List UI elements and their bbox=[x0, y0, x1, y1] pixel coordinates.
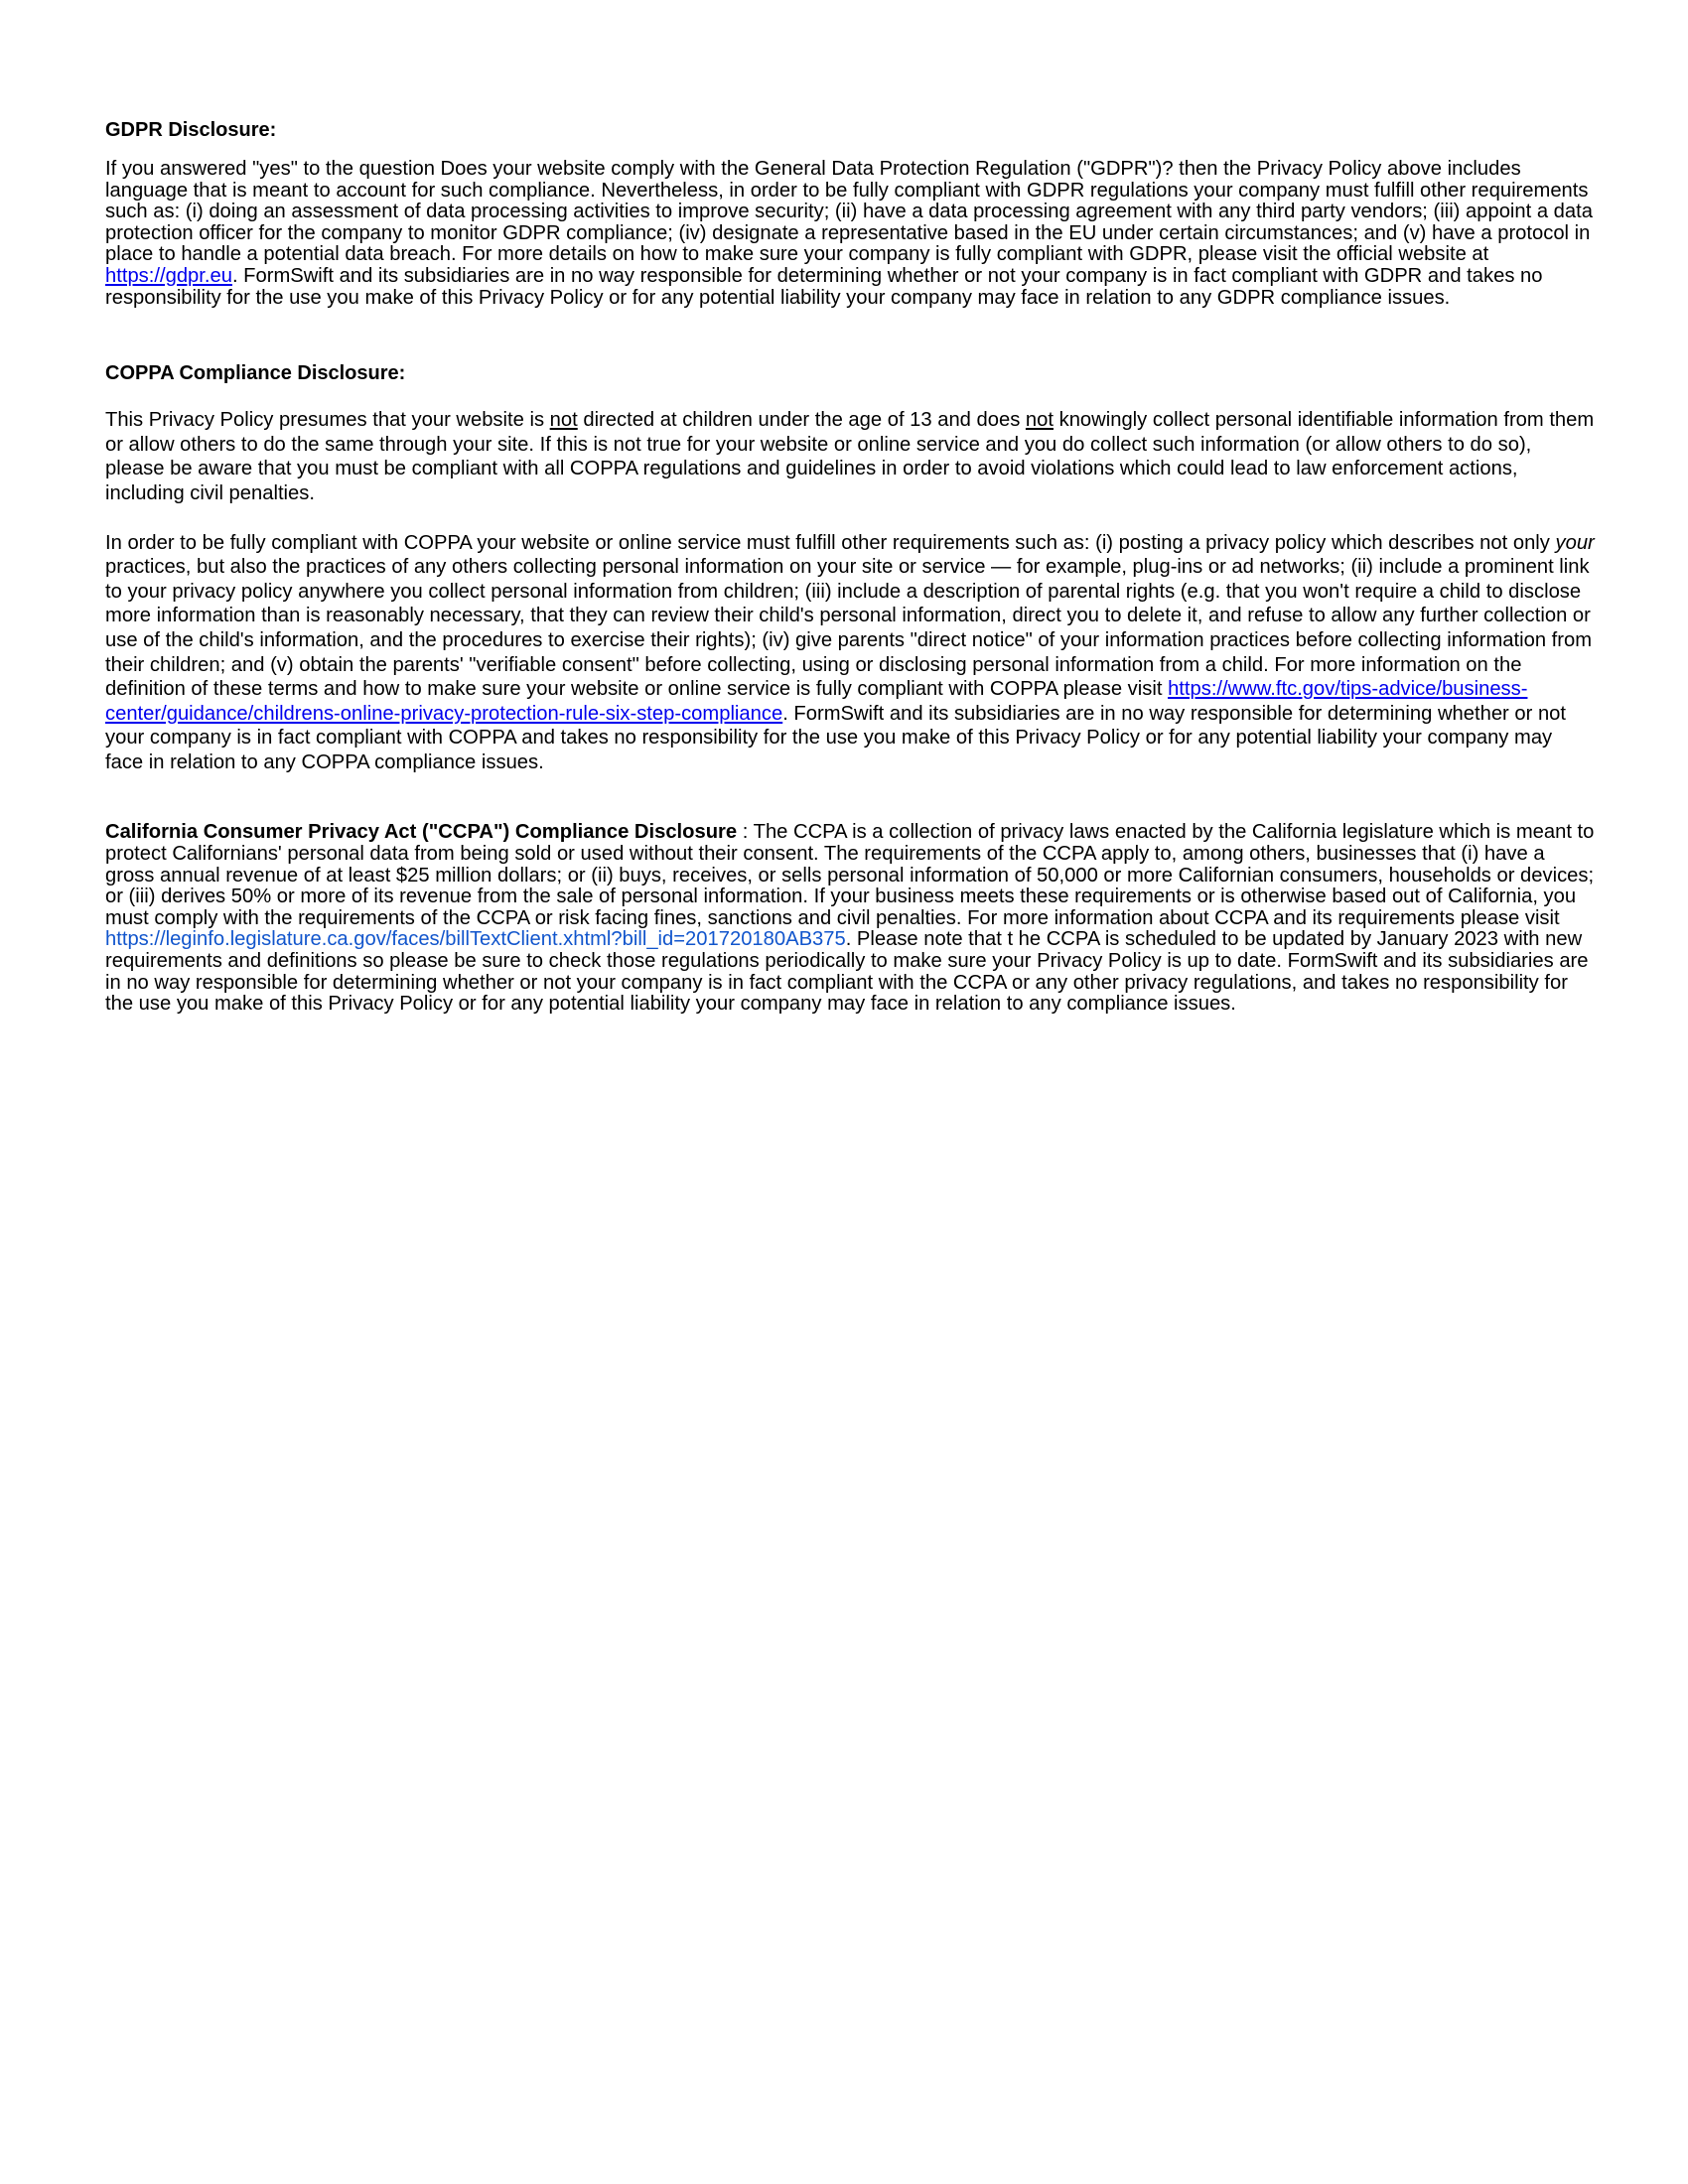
coppa-p1-text-b: directed at children under the age of 13 and does bbox=[577, 409, 1026, 432]
coppa-p2-text-c: . FormSwift and its subsidiaries are in no way responsible for determining whether or not your company is in fact compliant with COPPA and takes no responsibility for the use you make of this Privacy Policy or for any potential liability your company may face in relation to any COPPA compliance issues. bbox=[105, 702, 1567, 773]
coppa-p1-not-2: not bbox=[1025, 409, 1054, 432]
ccpa-heading: California Consumer Privacy Act ("CCPA") Compliance Disclosure bbox=[105, 821, 738, 844]
gdpr-text-1: If you answered "yes" to the question Does your website comply with the General Data Protection Regulation ("GDPR")? then the Privacy Policy above includes language that is meant to account for such compliance. Nevertheless, in order to be fully compliant with GDPR regulations your company must fulfill other requirements such as: (i) doing an assessment of data processing activities to improve security; (ii) have a data processing agreement with any third party vendors; (iii) appoint a data protection officer for the company to monitor GDPR compliance; (iv) designate a representative based in the EU under certain circumstances; and (v) have a protocol in place to handle a potential data breach. For more details on how to make sure your company is fully compliant with GDPR, please visit the official website at bbox=[105, 158, 1593, 266]
coppa-p1-text-a: This Privacy Policy presumes that your website is bbox=[105, 409, 550, 432]
coppa-paragraph-2 bbox=[105, 531, 1595, 775]
coppa-p2-your: your bbox=[1555, 531, 1595, 554]
coppa-p1-not-1: not bbox=[549, 409, 578, 432]
coppa-paragraph-1 bbox=[105, 408, 1595, 505]
ccpa-paragraph bbox=[105, 822, 1595, 1015]
gdpr-link[interactable]: https://gdpr.eu bbox=[105, 264, 232, 287]
coppa-p2-text-a: In order to be fully compliant with COPPA your website or online service must fulfill other requirements such as: (i) posting a privacy policy which describes not only bbox=[105, 531, 1556, 554]
coppa-heading: COPPA Compliance Disclosure: bbox=[105, 362, 406, 385]
gdpr-heading: GDPR Disclosure: bbox=[105, 119, 277, 141]
document-page bbox=[105, 119, 1595, 1016]
ccpa-text-2: . Please note that t he CCPA is scheduled to be updated by January 2023 with new requirements and definitions so please be sure to check those regulations periodically to make sure your Privacy Policy is up to date. FormSwift and its subsidiaries are in no way responsible for determining whether or not your company is in fact compliant with the CCPA or any other privacy regulations, and takes no responsibility for the use you make of this Privacy Policy or for any potential liability your company may face in relation to any compliance issues. bbox=[105, 928, 1589, 1016]
gdpr-paragraph bbox=[105, 159, 1595, 309]
ccpa-leginfo-link[interactable]: https://leginfo.legislature.ca.gov/faces/billTextClient.xhtml?bill_id=201720180AB375 bbox=[105, 928, 846, 951]
ccpa-text-1: : The CCPA is a collection of privacy laws enacted by the California legislature which is meant to protect Californians' personal data from being sold or used without their consent. The requirements of the CCPA apply to, among others, businesses that (i) have a gross annual revenue of at least $25 million dollars; or (ii) buys, receives, or sells personal information of 50,000 or more Californian consumers, households or devices; or (iii) derives 50% or more of its revenue from the sale of personal information. If your business meets these requirements or is otherwise based out of California, you must comply with the requirements of the CCPA or risk facing fines, sanctions and civil penalties. For more information about CCPA and its requirements please visit bbox=[105, 821, 1595, 929]
coppa-p2-text-b: practices, but also the practices of any others collecting personal information on your site or service — for example, plug-ins or ad networks; (ii) include a prominent link to your privacy policy anywhere you collect personal information from children; (iii) include a description of parental rights (e.g. that you won't require a child to disclose more information than is reasonably necessary, that they can review their child's personal information, direct you to delete it, and refuse to allow any further collection or use of the child's information, and the procedures to exercise their rights); (iv) give parents "direct notice" of your information practices before collecting information from their children; and (v) obtain the parents' "verifiable consent" before collecting, using or disclosing personal information from a child. For more information on the definition of these terms and how to make sure your website or online service is fully compliant with COPPA please visit bbox=[105, 556, 1593, 701]
coppa-p1-text-c: knowingly collect personal identifiable information from them or allow others to do the same through your site. If this is not true for your website or online service and you do collect such information (or allow others to do so), please be aware that you must be compliant with all COPPA regulations and guidelines in order to avoid violations which could lead to law enforcement actions, including civil penalties. bbox=[105, 409, 1595, 504]
gdpr-text-2: . FormSwift and its subsidiaries are in no way responsible for determining whether or not your company is in fact compliant with GDPR and takes no responsibility for the use you make of this Privacy Policy or for any potential liability your company may face in relation to any GDPR compliance issues. bbox=[105, 264, 1543, 309]
coppa-ftc-link[interactable]: https://www.ftc.gov/tips-advice/business-center/guidance/childrens-online-privacy-protection-rule-six-step-compliance bbox=[105, 678, 1528, 725]
